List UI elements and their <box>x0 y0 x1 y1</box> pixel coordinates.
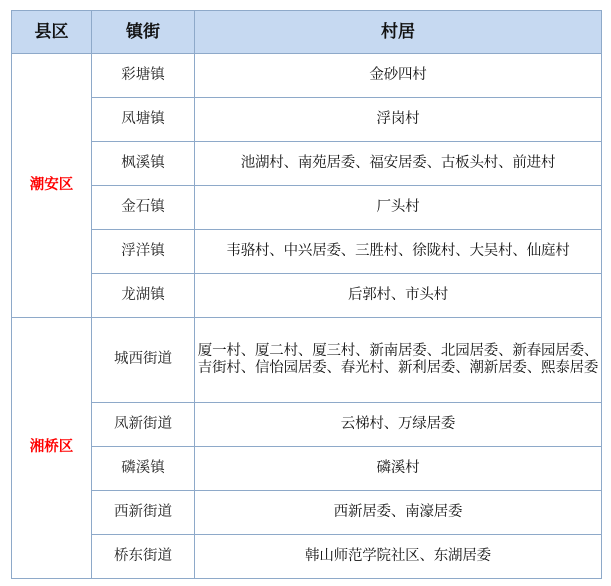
villages-line: 厦一村、厦二村、厦三村、新南居委、北园居委、新春园居委、 <box>197 342 599 359</box>
town-cell: 城西街道 <box>92 318 195 403</box>
villages-cell: 池湖村、南苑居委、福安居委、古板头村、前进村 <box>195 142 602 186</box>
villages-cell: 韩山师范学院社区、东湖居委 <box>195 535 602 579</box>
villages-cell: 磷溪村 <box>195 447 602 491</box>
table-row <box>12 186 602 230</box>
table-container <box>11 10 602 579</box>
table-row <box>12 54 602 98</box>
table-row <box>12 447 602 491</box>
district-cell-xiangqiao: 湘桥区 <box>12 318 92 579</box>
town-cell: 枫溪镇 <box>92 142 195 186</box>
village-table <box>11 10 602 579</box>
header-row <box>12 11 602 54</box>
town-cell: 彩塘镇 <box>92 54 195 98</box>
header-town: 镇街 <box>92 11 195 54</box>
villages-cell: 西新居委、南濠居委 <box>195 491 602 535</box>
town-cell: 磷溪镇 <box>92 447 195 491</box>
villages-cell: 金砂四村 <box>195 54 602 98</box>
table-row <box>12 274 602 318</box>
table-row <box>12 98 602 142</box>
table-row <box>12 403 602 447</box>
town-cell: 凤新街道 <box>92 403 195 447</box>
town-cell: 龙湖镇 <box>92 274 195 318</box>
header-village: 村居 <box>195 11 602 54</box>
villages-line: 吉街村、信怡园居委、春光村、新利居委、潮新居委、熙泰居委 <box>197 360 599 376</box>
villages-cell: 韦骆村、中兴居委、三胜村、徐陇村、大吴村、仙庭村 <box>195 230 602 274</box>
town-cell: 桥东街道 <box>92 535 195 579</box>
district-cell-chaoan: 潮安区 <box>12 54 92 318</box>
town-cell: 金石镇 <box>92 186 195 230</box>
town-cell: 浮洋镇 <box>92 230 195 274</box>
villages-cell: 后郭村、市头村 <box>195 274 602 318</box>
villages-cell: 云梯村、万绿居委 <box>195 403 602 447</box>
table-row <box>12 142 602 186</box>
villages-cell: 浮岗村 <box>195 98 602 142</box>
villages-cell: 厂头村 <box>195 186 602 230</box>
table-row <box>12 318 602 403</box>
table-row <box>12 491 602 535</box>
table-row <box>12 535 602 579</box>
villages-cell <box>195 318 602 403</box>
table-row <box>12 230 602 274</box>
town-cell: 西新街道 <box>92 491 195 535</box>
header-district: 县区 <box>12 11 92 54</box>
town-cell: 凤塘镇 <box>92 98 195 142</box>
